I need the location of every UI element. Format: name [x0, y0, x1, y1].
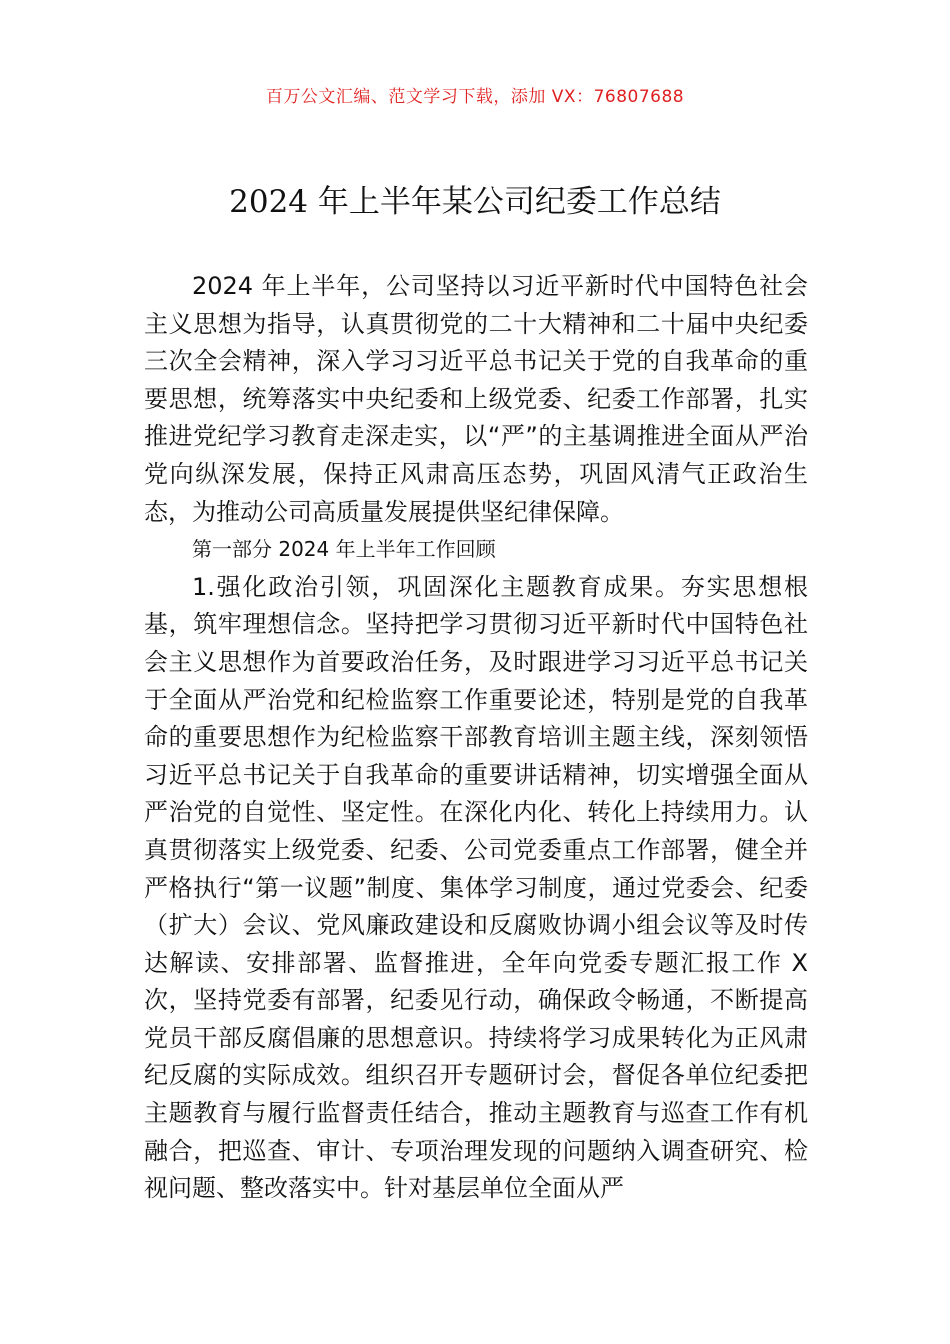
section-paragraph: 1.强化政治引领，巩固深化主题教育成果。夯实思想根基，筑牢理想信念。坚持把学习贯彻习近平新时代中国特色社会主义思想作为首要政治任务，及时跟进学习习近平总书记关于全面从严治党和纪检监察工作重要论述，特别是党的自我革命的重要思想作为纪检监察干部教育培训主题主线，深刻领悟习近平总书记关于自我革命的重要讲话精神，切实增强全面从严治党的自觉性、坚定性。在深化内化、转化上持续用力。认真贯彻落实上级党委、纪委、公司党委重点工作部署，健全并严格执行“第一议题”制度、集体学习制度，通过党委会、纪委（扩大）会议、党风廉政建设和反腐败协调小组会议等及时传达解读、安排部署、监督推进，全年向党委专题汇报工作 X 次，坚持党委有部署，纪委见行动，确保政令畅通，不断提高党员干部反腐倡廉的思想意识。持续将学习成果转化为正风肃纪反腐的实际成效。组织召开专题研讨会，督促各单位纪委把主题教育与履行监督责任结合，推动主题教育与巡查工作有机融合，把巡查、审计、专项治理发现的问题纳入调查研究、检视问题、整改落实中。针对基层单位全面从严 — [144, 572, 808, 1203]
document-body — [144, 268, 808, 1208]
download-notice: 百万公文汇编、范文学习下载，添加 VX：76807688 — [265, 87, 685, 107]
intro-paragraph: 2024 年上半年，公司坚持以习近平新时代中国特色社会主义思想为指导，认真贯彻党的二十大精神和二十届中央纪委三次全会精神，深入学习习近平总书记关于党的自我革命的重要思想，统筹落实中央纪委和上级党委、纪委工作部署，扎实推进党纪学习教育走深走实，以“严”的主基调推进全面从严治党向纵深发展，保持正风肃高压态势，巩固风清气正政治生态，为推动公司高质量发展提供坚纪律保障。 — [144, 272, 808, 526]
document-title: 2024 年上半年某公司纪委工作总结 — [229, 184, 721, 220]
section-heading: 第一部分 2024 年上半年工作回顾 — [192, 537, 496, 562]
